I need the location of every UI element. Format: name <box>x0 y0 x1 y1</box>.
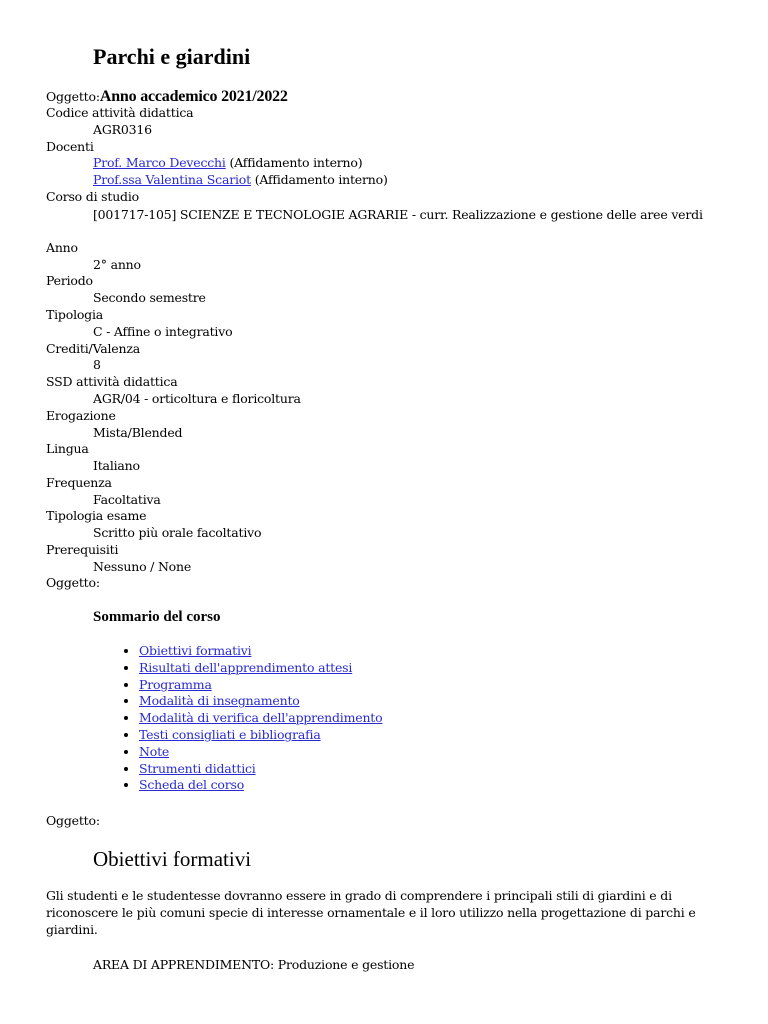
esame-label: Tipologia esame <box>46 508 147 523</box>
corso-value: [001717-105] SCIENZE E TECNOLOGIE AGRARIE - curr. Realizzazione e gestione delle aree verdi <box>93 207 703 222</box>
summary-link-risultati[interactable]: Risultati dell'apprendimento attesi <box>139 659 353 675</box>
anno-label: Anno <box>46 240 78 255</box>
summary-link-note[interactable]: Note <box>139 743 170 759</box>
codice-label: Codice attività didattica <box>46 105 194 120</box>
docente-2-link[interactable]: Prof.ssa Valentina Scariot <box>93 172 251 187</box>
summary-heading: Sommario del corso <box>93 609 221 625</box>
lingua-label: Lingua <box>46 441 89 456</box>
crediti-value: 8 <box>93 357 101 372</box>
objectives-heading: Obiettivi formativi <box>93 847 252 871</box>
oggetto-label-2: Oggetto: <box>46 575 100 590</box>
oggetto-label-1 <box>46 88 288 106</box>
summary-link-insegnamento[interactable]: Modalità di insegnamento <box>139 693 300 709</box>
esame-value: Scritto più orale facoltativo <box>93 525 262 540</box>
lingua-value: Italiano <box>93 458 140 473</box>
summary-link-strumenti[interactable]: Strumenti didattici <box>139 760 256 776</box>
oggetto-label-3: Oggetto: <box>46 813 100 828</box>
summary-item <box>139 761 382 778</box>
frequenza-label: Frequenza <box>46 475 112 490</box>
academic-year: Anno accademico 2021/2022 <box>99 88 288 105</box>
learning-area: AREA DI APPRENDIMENTO: Produzione e gestione <box>93 957 415 972</box>
corso-label: Corso di studio <box>46 189 139 204</box>
docente-2 <box>93 172 388 187</box>
tipologia-label: Tipologia <box>46 307 104 322</box>
docenti-label: Docenti <box>46 139 94 154</box>
crediti-label: Crediti/Valenza <box>46 341 140 356</box>
summary-item <box>139 710 382 727</box>
summary-item <box>139 693 382 710</box>
erogazione-label: Erogazione <box>46 408 116 423</box>
summary-link-obiettivi[interactable]: Obiettivi formativi <box>139 643 252 658</box>
anno-value: 2° anno <box>93 257 141 272</box>
docente-1-link[interactable]: Prof. Marco Devecchi <box>93 155 226 170</box>
summary-item <box>139 727 382 744</box>
periodo-value: Secondo semestre <box>93 290 206 305</box>
summary-item <box>139 777 382 794</box>
summary-item <box>139 744 382 761</box>
docente-1-note: (Affidamento interno) <box>229 155 363 170</box>
summary-link-programma[interactable]: Programma <box>139 676 212 692</box>
codice-value: AGR0316 <box>93 122 152 137</box>
docente-2-note: (Affidamento interno) <box>254 172 388 187</box>
summary-item <box>139 677 382 694</box>
summary-link-testi[interactable]: Testi consigliati e bibliografia <box>139 726 321 742</box>
tipologia-value: C - Affine o integrativo <box>93 324 233 339</box>
erogazione-value: Mista/Blended <box>93 425 183 440</box>
ssd-value: AGR/04 - orticoltura e floricoltura <box>93 391 301 406</box>
objectives-paragraph: Gli studenti e le studentesse dovranno essere in grado di comprendere i principali stili di giardini e di riconoscere le più comuni specie di interesse ornamentale e il loro utilizzo nella progettazione di parchi e giardini. <box>46 888 696 937</box>
summary-item <box>139 643 382 660</box>
summary-list <box>116 643 382 794</box>
page-title: Parchi e giardini <box>93 44 251 69</box>
summary-item <box>139 660 382 677</box>
ssd-label: SSD attività didattica <box>46 374 178 389</box>
summary-link-scheda[interactable]: Scheda del corso <box>139 777 245 793</box>
frequenza-value: Facoltativa <box>93 492 161 507</box>
oggetto-label-text: Oggetto: <box>46 89 100 104</box>
prerequisiti-value: Nessuno / None <box>93 559 192 574</box>
prerequisiti-label: Prerequisiti <box>46 542 119 557</box>
docente-1 <box>93 155 362 170</box>
summary-link-verifica[interactable]: Modalità di verifica dell'apprendimento <box>139 710 383 726</box>
periodo-label: Periodo <box>46 273 93 288</box>
